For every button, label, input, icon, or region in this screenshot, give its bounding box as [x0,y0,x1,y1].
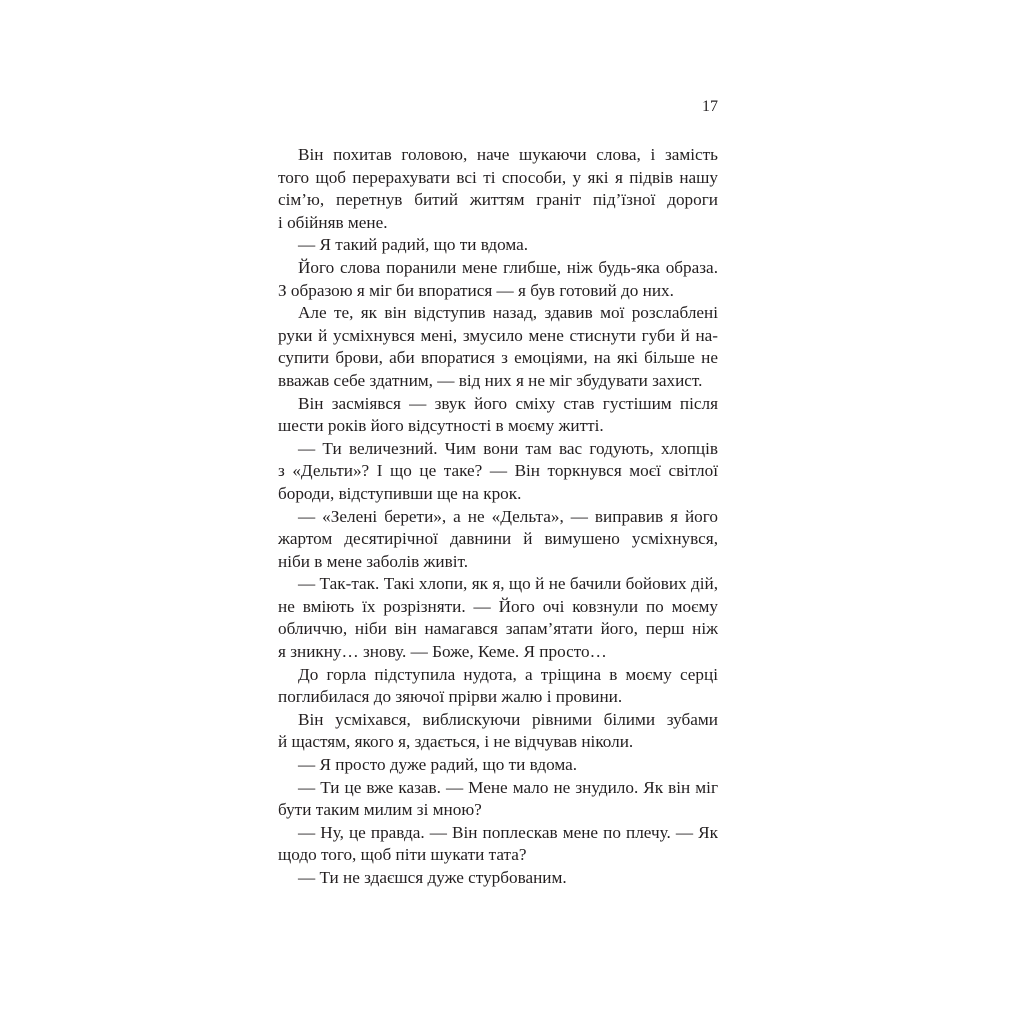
text-line: жартом десятирічної давнини й вимушено усміхнувся, [278,529,718,549]
text-line: ніби в мене заболів живіт. [278,551,469,571]
text-line: не вміють їх розрізняти. — Його очі ковзнули по моєму [278,596,718,616]
text-line: Але те, як він відступив назад, здавив мої розслаблені [298,303,718,323]
text-line: супити брови, аби впоратися з емоціями, на які більше не [278,348,718,368]
paragraph [278,709,718,754]
body-text [278,144,718,890]
text-line: Він засміявся — звук його сміху став густішим після [298,393,718,413]
text-line: З образою я міг би впоратися — я був готовий до них. [278,280,674,300]
text-line: Він похитав головою, наче шукаючи слова, і замість [298,145,718,164]
paragraph [278,754,718,777]
page-number: 17 [702,98,718,115]
text-line: бути таким милим зі мною? [278,800,482,820]
text-line: вважав себе здатним, — від них я не міг збудувати захист. [278,370,703,390]
paragraph [278,777,718,822]
text-line: — «Зелені берети», а не «Дельта», — виправив я його [298,506,718,526]
text-line: і обійняв мене. [278,212,388,232]
paragraph [278,438,718,506]
text-line: поглибилася до зяючої прірви жалю і провини. [278,687,623,707]
paragraph [278,257,718,302]
text-line: з «Дельти»? І що це таке? — Він торкнувся моєї світлої [278,461,718,481]
paragraph [278,302,718,392]
paragraph [278,234,718,257]
text-line: — Так-так. Такі хлопи, як я, що й не бачили бойових дій, [298,574,718,594]
paragraph [278,867,718,890]
text-line: я зникну… знову. — Боже, Кеме. Я просто… [278,642,607,662]
text-line: — Ну, це правда. — Він поплескав мене по плечу. — Як [298,822,718,842]
text-line: — Я просто дуже радий, що ти вдома. [298,755,578,775]
paragraph [278,664,718,709]
paragraph [278,573,718,663]
text-line: бороди, відступивши ще на крок. [278,483,522,503]
paragraph [278,506,718,574]
text-line: Його слова поранили мене глибше, ніж будь-яка образа. [298,257,718,277]
paragraph [278,393,718,438]
paragraph [278,144,718,234]
text-line: — Ти величезний. Чим вони там вас годують, хлопців [298,438,718,458]
text-line: Він усміхався, виблискуючи рівними білими зубами [298,709,718,729]
paragraph [278,822,718,867]
text-line: й щастям, якого я, здається, і не відчував ніколи. [278,732,634,752]
text-line: обличчю, ніби він намагався запам’ятати його, перш ніж [278,619,718,639]
text-line: — Я такий радий, що ти вдома. [298,235,529,255]
text-line: — Ти не здаєшся дуже стурбованим. [298,868,567,887]
text-line: До горла підступила нудота, а тріщина в моєму серці [298,664,718,684]
text-line: шести років його відсутності в моєму житті. [278,416,604,436]
text-line: щодо того, щоб піти шукати тата? [278,845,527,865]
text-line: того щоб перерахувати всі ті способи, у які я підвів нашу [278,167,718,187]
text-line: — Ти це вже казав. — Мене мало не знудило. Як він міг [298,777,718,797]
text-line: сім’ю, перетнув битий життям граніт під’їзної дороги [278,190,718,210]
text-line: руки й усміхнувся мені, змусило мене стиснути губи й на- [278,325,718,345]
